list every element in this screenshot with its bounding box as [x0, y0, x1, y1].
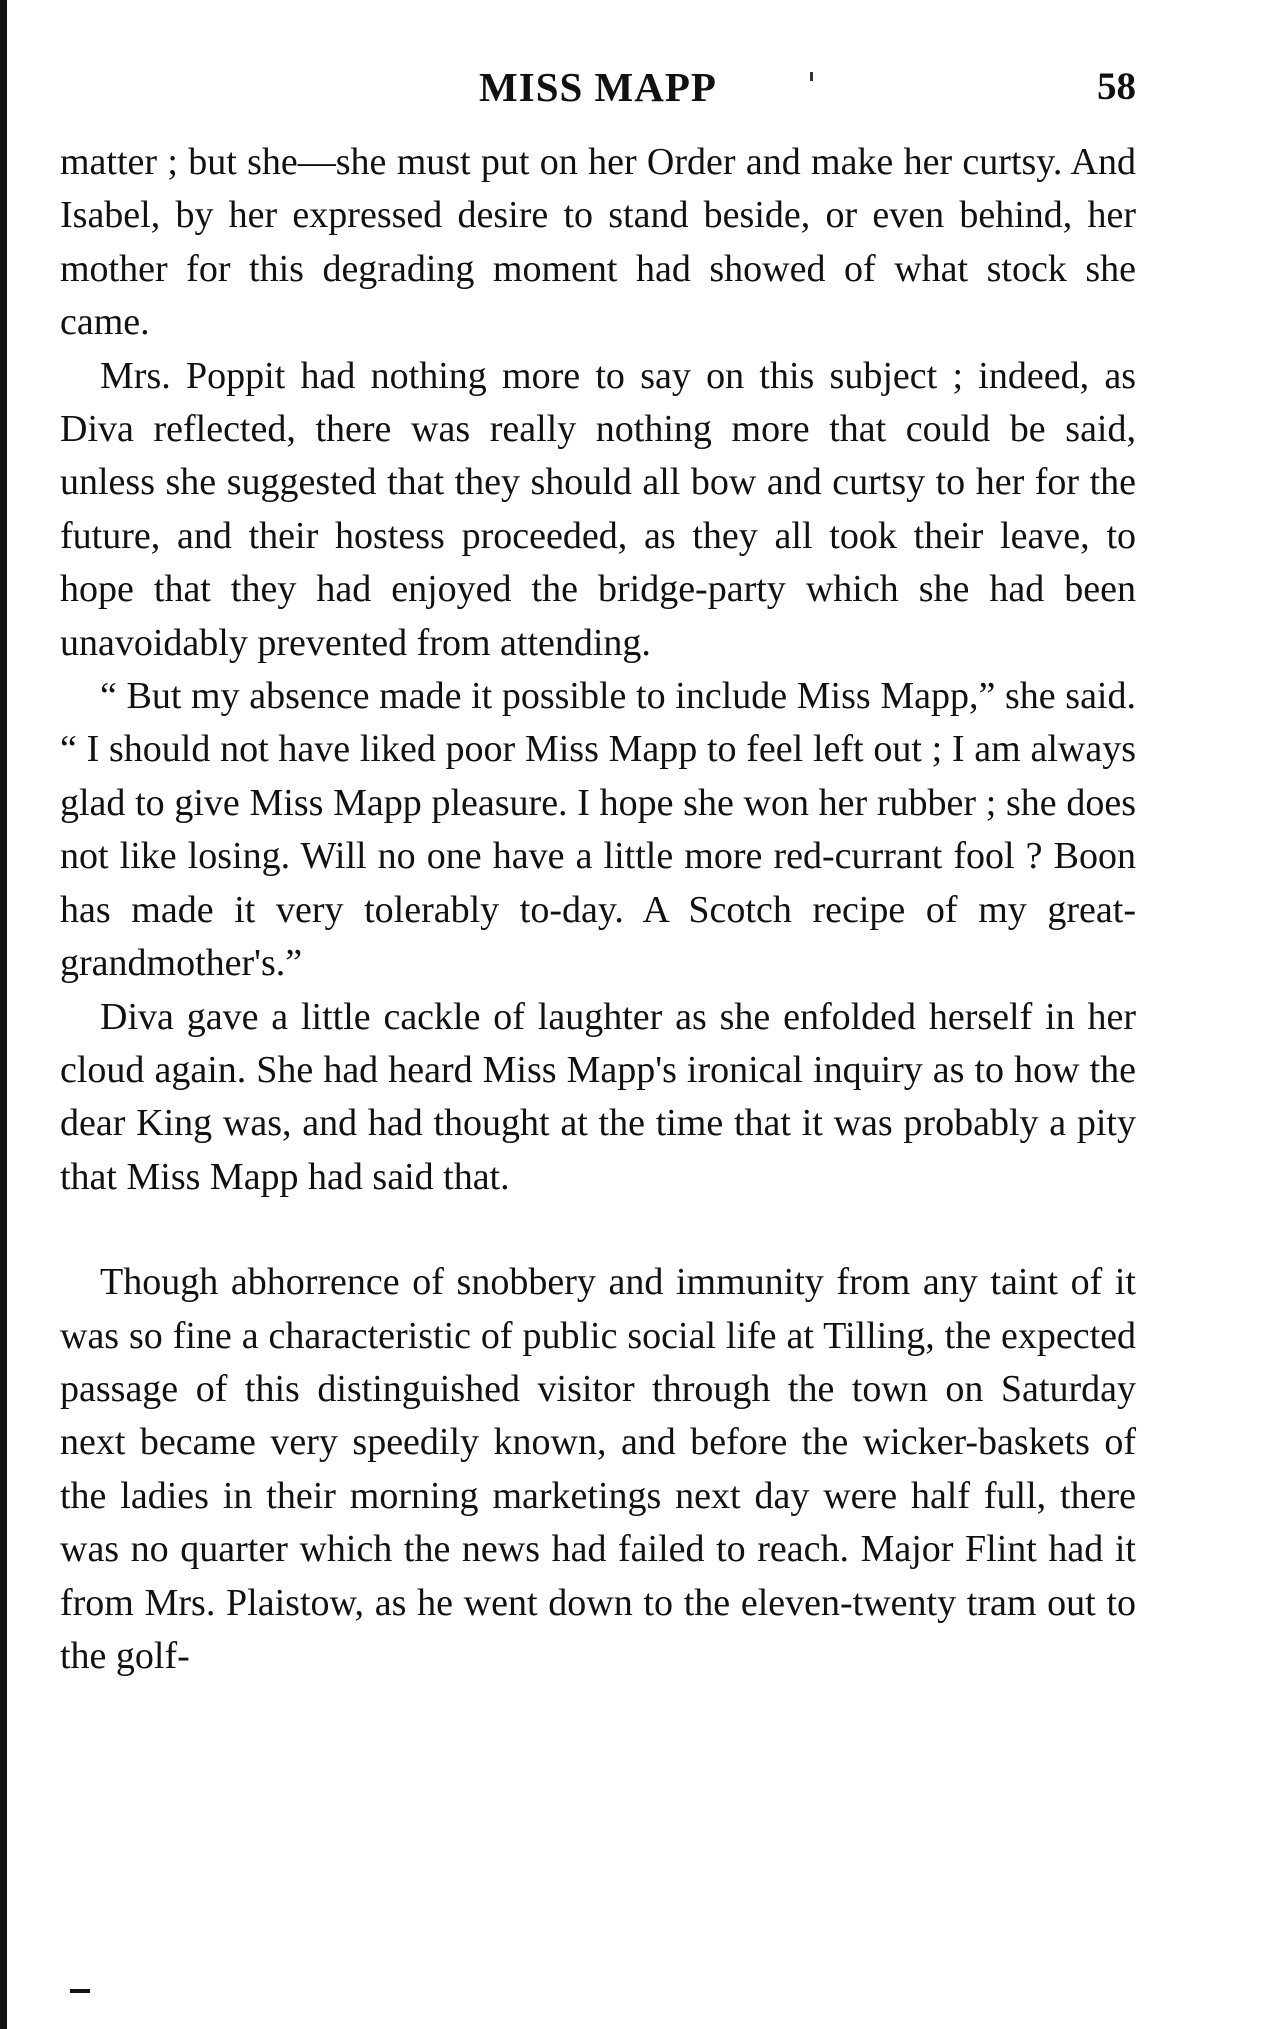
paragraph-dialogue: “ But my absence made it possible to include Miss Mapp,” she said. “ I should not have liked poor Miss Mapp to feel left out ; I am always glad to give Miss Mapp pleasure. I hope she won her rubber ; she does not like losing. Will no one have a little more red-currant fool ? Boon has made it very tolerably to-day. A Scotch recipe of my great-grandmother's.”	[60, 675, 1136, 985]
page-header	[60, 62, 1136, 112]
print-speck	[810, 72, 813, 81]
footer-dash-mark	[70, 1989, 90, 1993]
paragraph-mrs-poppit: Mrs. Poppit had nothing more to say on this subject ; indeed, as Diva reflected, there was really nothing more that could be said, unless she suggested that they should all bow and curtsy to her for the future, and their hostess proceeded, as they all took their leave, to hope that they had enjoyed the bridge-party which she had been unavoidably prevented from attending.	[60, 354, 1136, 664]
paragraph-snobbery: Though abhorrence of snobbery and immunity from any taint of it was so fine a characteristic of public social life at Tilling, the expected passage of this distinguished visitor through the town on Saturday next became very speedily known, and before the wicker-baskets of the ladies in their morning marketings next day were half full, there was no quarter which the news had failed to reach. Major Flint had it from Mrs. Plaistow, as he went down to the eleven-twenty tram out to the golf-	[60, 1261, 1136, 1677]
section-break	[60, 1204, 1136, 1256]
paragraph-diva: Diva gave a little cackle of laughter as she enfolded herself in her cloud again. She had heard Miss Mapp's ironical inquiry as to how the dear King was, and had thought at the time that it was probably a pity that Miss Mapp had said that.	[60, 995, 1136, 1198]
paragraph-continuation: matter ; but she—she must put on her Order and make her curtsy. And Isabel, by her expressed desire to stand beside, or even behind, her mother for this degrading moment had showed of what stock she came.	[60, 141, 1136, 344]
body-text	[60, 136, 1136, 1683]
page-number: 58	[1097, 65, 1136, 108]
running-head: MISS MAPP	[479, 64, 717, 110]
page-edge-shadow	[0, 0, 7, 2029]
